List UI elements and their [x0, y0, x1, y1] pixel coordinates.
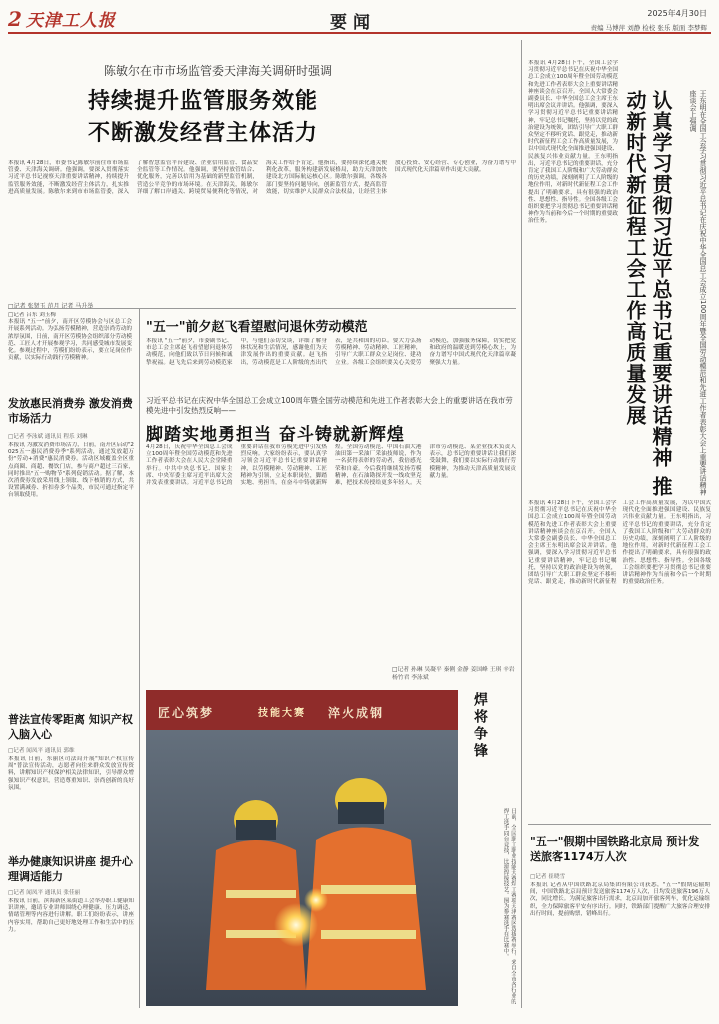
lead-title-line2: 不断激发经营主体活力 [88, 121, 319, 146]
photo-banner: 技能大赛 [258, 708, 306, 719]
bottom-right-body: 本报讯 记者从中国铁路北京局集团有限公司获悉，"五一"假期运输期间，中国铁路北京局预计发送旅客1174万人次，日均发送旅客196万人次，同比增长。为满足旅客出行需求，北京局加开旅客列车，优化运输组织，全力保障旅客平安有序出行。同时，铁路部门提醒广大旅客合理安排出行时间，提前购票，错峰出行。 [530, 882, 710, 917]
left-article-2-body: 本报讯 日前，东丽区司法局开展"知识产权宣传周"普法宣传活动，志愿者向往来群众发放宣传资料，讲解知识产权保护相关法律知识，引导群众增强知识产权意识，营造尊重知识、崇尚创新的良好氛围。 [8, 756, 134, 791]
editors-line: 责编 马博萍 刘静 检校 张乐 版面 李梦辉 [590, 24, 707, 32]
vertical-lead-body: 本报讯 4月28日下午，全国工会学习贯彻习近平总书记在庆祝中华全国总工会成立100周年暨全国劳动模范和先进工作者表彰大会上重要讲话精神座谈会在京召开。全国人大常委会副委员长、中华全国总工会主席王东明出席会议并讲话。他强调，要深入学习贯彻习近平总书记重要讲话精神，牢记总书记嘱托，坚持以党的政治建设为统领，团结引导广大职工群众坚定不移听党话、跟党走，推动新时代新征程工会工作高质量发展，为以中国式现代化全面推进强国建设、民族复兴伟业贡献力量。王东明指出，习近平总书记的重要讲话，充分肯定了我国工人阶级和广大劳动群众的历史功绩，深刻阐明了工人阶级的地位作用，对新时代新征程工会工作提出了明确要求，具有很强的政治性、思想性、指导性。全国各级工会组织要把学习贯彻总书记重要讲话精神作为当前和今后一个时期的重要政治任务。 [528, 60, 618, 225]
vertical-lead-kicker: 王东明在全国工会学习贯彻习近平总书记在庆祝中华全国总工会成立100周年暨全国劳动模范和先进工作者表彰大会上重要讲话精神座谈会上强调 [689, 90, 707, 496]
column-divider [139, 308, 140, 1008]
left-article-1-body: 本报讯 为激发消费市场活力，日前，南开区启动"2025五一惠民消费券季"系列活动，通过发放超万份"劳动+消费"惠民消费券。活动区域覆盖全区重点商圈、商超、餐饮门店，参与商户超过三百家，同时推出"五一购物节"系列促销活动。据了解，本次消费券发放采用线上领取、线下核销的方式，共设置满减券、折扣券多个品类，市民可通过指定平台领取使用。 [8, 442, 134, 499]
main-kicker: 习近平总书记在庆祝中华全国总工会成立100周年暨全国劳动模范和先进工作者表彰大会上的重要讲话在我市劳模先进中引发热烈反响—— [146, 396, 513, 415]
welders-illustration [146, 690, 458, 1006]
left-article-3-body: 本报讯 日前，滨海新区某街道工会举办职工健康知识讲座，邀请专业讲师围绕心理健康、压力调适、情绪管理等内容进行讲解。职工们纷纷表示，讲座内容实用，帮助自己更好地处理工作和生活中的压力。 [8, 898, 134, 933]
feature-title: "五一"前夕赵飞看望慰问退休劳动模范 [146, 320, 368, 335]
bottom-divider [528, 824, 711, 825]
feature-body: 本报讯 "五一"前夕，市委副书记、市总工会主席赵飞看望慰问退休劳动模范，向他们致以节日问候和诚挚祝福。赵飞先后来到劳动模范家中，与他们亲切交谈，详细了解身体状况和生活情况，感谢他们为天津发展作出的重要贡献。赵飞指出，劳动模范是工人阶级的杰出代表，是共和国的功臣。要大力弘扬劳模精神、劳动精神、工匠精神，引导广大职工群众立足岗位、建功立业。各级工会组织要关心关爱劳动模范，加强服务保障，切实把党和政府的温暖送到劳模心坎上，为奋力谱写中国式现代化天津篇章凝聚强大力量。 [146, 338, 516, 366]
left-article-1-byline: □记者 李泳斌 通讯员 程乐 刘琳 [8, 434, 88, 440]
photo-sign-left: 匠心筑梦 [158, 706, 215, 720]
newspaper-logo [8, 6, 116, 31]
main-title: 脚踏实地勇担当 奋斗铸就新辉煌 [146, 425, 405, 445]
page-number: 2 [8, 7, 23, 31]
lead-body: 本报讯 4月28日，市委书记陈敏尔前往市市场监管委、天津海关调研。他强调，要深入贯彻落实习近平总书记视察天津重要讲话精神，持续提升监管服务效能，不断激发经营主体活力，扎实推进高质量发展。陈敏尔来到市市场监管委，深入了解智慧监管平台建设、企业信用监管、食品安全监管等工作情况。他强调，要坚持放管结合、优化服务，完善以信用为基础的新型监管机制，营造公平竞争的市场环境。在天津海关，陈敏尔详细了解口岸通关、跨境贸易便利化等情况，对海关工作给予肯定。他指出，要持续深化通关便利化改革，服务构建新发展格局，助力天津加快建设北方国际航运核心区。陈敏尔强调，各级各部门要坚持问题导向，创新监管方式，提高监管效能，切实维护人民群众合法权益，让经营主体放心投资、安心经营、专心创业，为奋力谱写中国式现代化天津篇章作出更大贡献。 [8, 160, 516, 195]
photo-caption-body: 日前，全国职工职业技能大赛焊工赛项天津赛区选拔赛举行，来自全市各行业的焊工选手同台竞技，比拼焊接技艺。图为参赛选手在比赛中。 [502, 808, 516, 1004]
lead-byline: □记者 张贤玉 范月 记者 马升举 [8, 303, 94, 310]
welders-photo [146, 690, 458, 1006]
intro-paragraph: □记者 吕东 刘玉梅 本报讯 "五一"前夕，南开区劳模协会与区总工会开展系列活动。为弘扬劳模精神，营造崇尚劳动的浓厚氛围，日前，南开区劳模协会组织部分劳动模范、工匠人才开展参观学习，共同感受城市发展变化。参观过程中，劳模们纷纷表示，要立足岗位作贡献，以实际行动践行劳模精神。 [8, 312, 132, 362]
divider [8, 308, 516, 309]
column-divider-right [521, 40, 522, 1008]
left-article-2-byline: □记者 闻凤平 通讯员 郭维 [8, 748, 75, 754]
masthead [8, 4, 711, 34]
main-body: 4月28日，庆祝中华全国总工会成立100周年暨全国劳动模范和先进工作者表彰大会在人民大会堂隆重举行。中共中央总书记、国家主席、中央军委主席习近平出席大会并发表重要讲话。习近平总书记的重要讲话在我市劳模先进中引发热烈反响。大家纷纷表示，要认真学习领会习近平总书记重要讲话精神，以劳模精神、劳动精神、工匠精神为引领，立足本职岗位，脚踏实地、勇担当，在奋斗中铸就新辉煌。全国劳动模范、中国石油大港油田第一采油厂采油技师说，作为一名获得表彰的劳动者，我倍感光荣和自豪。今后我将继续发扬劳模精神，在石油勘探开发一线攻坚克难，把技术传授给更多年轻人。天津市劳动模范、某企业技术负责人表示，总书记的重要讲话让我们深受鼓舞，我们要以实际行动践行劳模精神，为推动天津高质量发展贡献力量。 [146, 444, 516, 487]
photo-sign-right: 淬火成钢 [328, 706, 385, 720]
lead-kicker: 陈敏尔在市市场监管委天津海关调研时强调 [104, 64, 333, 78]
vertical-lead-title: 认真学习贯彻习近平总书记重要讲话精神 推动新时代新征程工会工作高质量发展 [623, 90, 673, 497]
photo-caption-title: 焊将争锋 [472, 692, 488, 760]
section-title: 要闻 [330, 13, 376, 33]
bottom-right-title: "五一"假期中国铁路北京局 预计发送旅客1174万人次 [530, 835, 700, 863]
left-article-3-title: 举办健康知识讲座 提升心理调适能力 [8, 855, 133, 883]
left-article-3-byline: □记者 闻凤平 通讯员 张佳丽 [8, 890, 81, 896]
left-article-1-title: 发放惠民消费券 激发消费市场活力 [8, 397, 133, 425]
paper-name: 天津工人报 [25, 11, 116, 31]
main-byline: □记者 孙琳 吴凝平 秦俐 金静 姜国峰 王琪 辛岩 杨竹君 李泳斌 [392, 667, 515, 681]
vertical-lead-body-cont: 本报讯 4月28日下午，全国工会学习贯彻习近平总书记在庆祝中华全国总工会成立100周年暨全国劳动模范和先进工作者表彰大会上重要讲话精神座谈会在京召开。全国人大常委会副委员长、中华全国总工会主席王东明出席会议并讲话。他强调，要深入学习贯彻习近平总书记重要讲话精神，牢记总书记嘱托，坚持以党的政治建设为统领，团结引导广大职工群众坚定不移听党话、跟党走，推动新时代新征程工会工作高质量发展，为以中国式现代化全面推进强国建设、民族复兴伟业贡献力量。王东明指出，习近平总书记的重要讲话，充分肯定了我国工人阶级和广大劳动群众的历史功绩，深刻阐明了工人阶级的地位作用，对新时代新征程工会工作提出了明确要求，具有很强的政治性、思想性、指导性。全国各级工会组织要把学习贯彻总书记重要讲话精神作为当前和今后一个时期的重要政治任务。 [528, 500, 711, 586]
issue-date: 2025年4月30日 [647, 9, 707, 18]
left-article-2-title: 普法宣传零距离 知识产权入脑入心 [8, 713, 133, 741]
lead-title-line1: 持续提升监管服务效能 [88, 89, 319, 114]
bottom-right-byline: □记者 崔晓雪 [530, 874, 566, 880]
